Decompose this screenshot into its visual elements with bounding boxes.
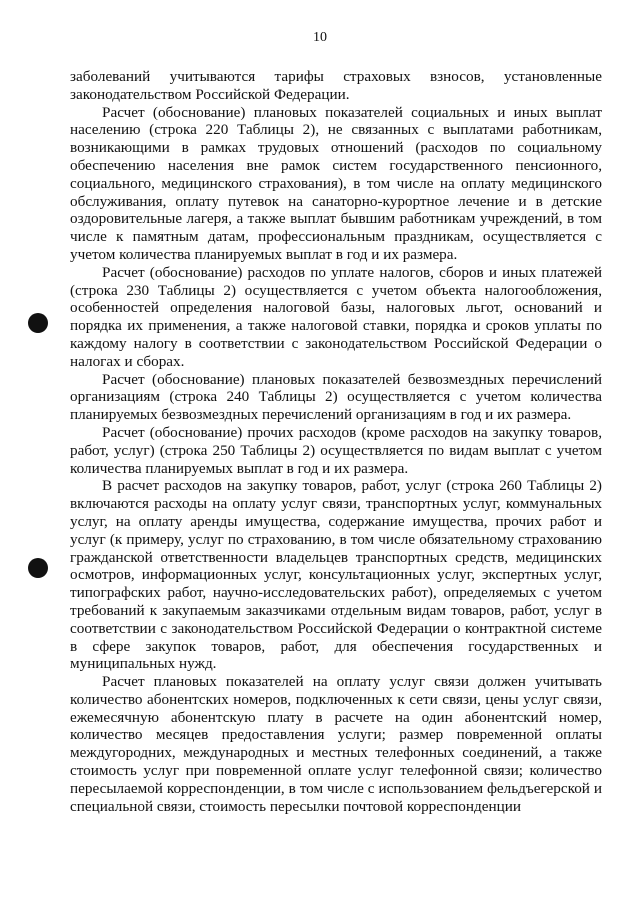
paragraph-taxes: Расчет (обоснование) расходов по уплате налогов, сборов и иных платежей (строка 230 Таблицы 2) осуществляется с учетом объекта налогообложения, особенностей определения налоговой базы, налоговых льгот, оснований и порядка их применения, а также налоговой ставки, порядка и сроков уплаты по каждому налогу в соответствии с законодательством Российской Федерации о налогах и сборах. <box>70 263 602 370</box>
paragraph-continuation: заболеваний учитываются тарифы страховых взносов, установленные законодательством Российской Федерации. <box>70 68 602 103</box>
punch-hole-mark <box>28 313 48 333</box>
paragraph-communication-services: Расчет плановых показателей на оплату услуг связи должен учитывать количество абонентских номеров, подключенных к сети связи, цены услуг связи, ежемесячную абонентскую плату в расчете на один абонентский номер, количество месяцев предоставления услуги; размер повременной оплаты междугородних, международных и местных телефонных соединений, а также стоимость услуг при повременной оплате услуг телефонной связи; количество пересылаемой корреспонденции, в том числе с использованием фельдъегерской и специальной связи, стоимость пересылки почтовой корреспонденции <box>70 673 602 815</box>
body-text <box>70 68 602 815</box>
paragraph-gratuitous-transfers: Расчет (обоснование) плановых показателей безвозмездных перечислений организациям (строка 240 Таблицы 2) осуществляется с учетом количества планируемых безвозмездных перечислений организациям в год и их размера. <box>70 370 602 424</box>
paragraph-social-payments: Расчет (обоснование) плановых показателей социальных и иных выплат населению (строка 220 Таблицы 2), не связанных с выплатами работникам, возникающими в рамках трудовых отношений (расходов по социальному обеспечению населения вне рамок систем государственного пенсионного, социального, медицинского страхования), в том числе на оплату медицинского обслуживания, оплату путевок на санаторно-курортное лечение и в детские оздоровительные лагеря, а также выплат бывшим работникам учреждений, в том числе к памятным датам, профессиональным праздникам, осуществляется с учетом количества планируемых выплат в год и их размера. <box>70 103 602 263</box>
paragraph-other-expenses: Расчет (обоснование) прочих расходов (кроме расходов на закупку товаров, работ, услуг) (строка 250 Таблицы 2) осуществляется по видам выплат с учетом количества планируемых выплат в год и их размера. <box>70 423 602 477</box>
punch-hole-mark <box>28 558 48 578</box>
paragraph-procurement: В расчет расходов на закупку товаров, работ, услуг (строка 260 Таблицы 2) включаются расходы на оплату услуг связи, транспортных услуг, коммунальных услуг, на оплату аренды имущества, содержание имущества, прочих работ и услуг (к примеру, услуг по страхованию, в том числе обязательному страхованию гражданской ответственности владельцев транспортных средств, медицинских осмотров, информационных услуг, консультационных услуг, экспертных услуг, типографских работ, научно-исследовательских работ), определяемых с учетом требований к закупаемым заказчиками отдельным видам товаров, работ, услуг в соответствии с законодательством Российской Федерации о контрактной системе в сфере закупок товаров, работ, для обеспечения государственных и муниципальных нужд. <box>70 477 602 673</box>
page-number: 10 <box>313 30 327 45</box>
